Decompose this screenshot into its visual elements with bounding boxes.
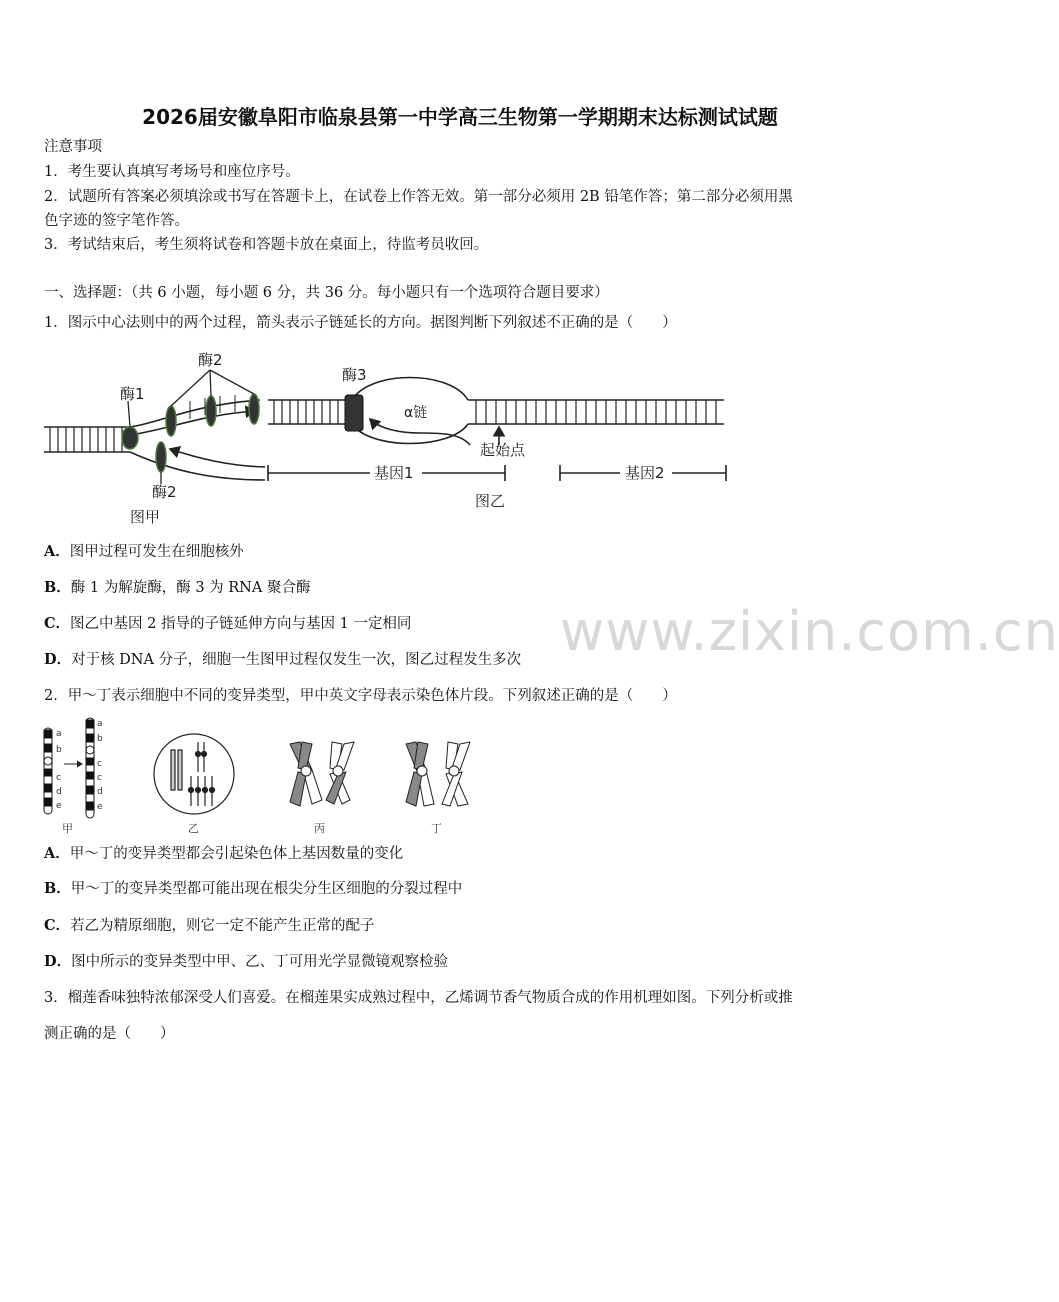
notice-item: 1．考生要认真填写考场号和座位序号。	[44, 164, 300, 180]
question-1-stem: 1．图示中心法则中的两个过程，箭头表示子链延长的方向。据图判断下列叙述不正确的是（ ）	[44, 315, 677, 331]
cell-b	[154, 734, 234, 814]
notice-item: 色字迹的签字笔作答。	[44, 213, 189, 229]
alpha-chain-label: α链	[404, 405, 428, 421]
notice-heading: 注意事项	[44, 139, 102, 155]
dna-duplex-right	[268, 378, 724, 446]
gene-1-label: 基因1	[374, 464, 414, 482]
enzyme-2-label: 酶2	[198, 351, 223, 369]
option-c	[44, 614, 411, 634]
option-label: D．	[44, 651, 72, 668]
option-d	[44, 650, 521, 670]
chromosome-pair-c	[290, 742, 354, 806]
segment-letter: c	[56, 773, 61, 783]
segment-letter: a	[56, 729, 62, 739]
figure-label-ding: 丁	[431, 822, 442, 835]
option-text: 图乙中基因 2 指导的子链延伸方向与基因 1 一定相同	[70, 616, 412, 632]
enzyme-1-shape	[122, 427, 138, 449]
chromosome-a-left	[44, 728, 52, 814]
option-text: 图中所示的变异类型中甲、乙、丁可用光学显微镜观察检验	[71, 954, 449, 970]
option-b	[44, 879, 462, 899]
segment-letter: c	[97, 759, 102, 769]
option-text: 若乙为精原细胞，则它一定不能产生正常的配子	[70, 918, 375, 934]
option-label: A．	[44, 845, 70, 862]
q2-figure	[38, 714, 488, 838]
question-3-stem: 3．榴莲香味独特浓郁深受人们喜爱。在榴莲果实成熟过程中，乙烯调节香气物质合成的作用机理如图。下列分析或推	[44, 990, 793, 1006]
segment-letter: e	[56, 801, 62, 811]
option-label: B．	[44, 579, 71, 596]
option-a	[44, 844, 403, 864]
option-text: 酶 1 为解旋酶，酶 3 为 RNA 聚合酶	[70, 580, 311, 596]
option-label: B．	[44, 880, 71, 897]
chromosome-a-right	[86, 718, 94, 818]
option-label: C．	[44, 917, 71, 934]
watermark: www.zixin.com.cn	[560, 600, 1059, 663]
enzyme-3-shape	[345, 395, 363, 431]
figure-label-jia: 甲	[62, 822, 73, 835]
segment-letter: b	[97, 734, 103, 744]
enzyme-2-shape	[206, 396, 216, 426]
enzyme-2-shape	[166, 406, 176, 436]
question-3-stem-cont: 测正确的是（ ）	[44, 1026, 175, 1042]
dna-duplex-left	[44, 395, 265, 480]
enzyme-1-label: 酶1	[120, 385, 145, 403]
enzyme-2-shape	[249, 394, 259, 424]
option-text: 甲～丁的变异类型都可能出现在根尖分生区细胞的分裂过程中	[70, 881, 463, 897]
segment-letter: b	[56, 745, 62, 755]
gene-2-label: 基因2	[625, 464, 665, 482]
option-text: 甲～丁的变异类型都会引起染色体上基因数量的变化	[69, 846, 404, 862]
q1-figure	[40, 345, 740, 530]
figure-label-bing: 丙	[314, 822, 325, 835]
section-heading: 一、选择题：（共 6 小题，每小题 6 分，共 36 分。每小题只有一个选项符合题目要求）	[44, 285, 609, 301]
notice-item: 3．考试结束后，考生须将试卷和答题卡放在桌面上，待监考员收回。	[44, 237, 489, 253]
page-title: 2026届安徽阜阳市临泉县第一中学高三生物第一学期期末达标测试试题	[142, 105, 778, 129]
segment-letter: e	[97, 802, 103, 812]
enzyme-2-shape	[156, 442, 166, 472]
notice-item: 2．试题所有答案必须填涂或书写在答题卡上，在试卷上作答无效。第一部分必须用 2B 铅笔作答；第二部分必须用黑	[44, 189, 793, 205]
chromosome-pair-d	[406, 742, 470, 806]
figure-label-yi: 乙	[188, 822, 199, 835]
figure-a-label: 图甲	[130, 508, 161, 526]
option-b	[44, 578, 310, 598]
segment-letter: a	[97, 719, 103, 729]
question-2-stem: 2．甲～丁表示细胞中不同的变异类型，甲中英文字母表示染色体片段。下列叙述正确的是（ ）	[44, 688, 677, 704]
option-label: A．	[44, 543, 70, 560]
segment-letter: d	[97, 787, 103, 797]
option-a	[44, 542, 244, 562]
enzyme-2-label: 酶2	[152, 483, 177, 501]
option-c	[44, 916, 375, 936]
option-label: C．	[44, 615, 71, 632]
option-text: 图甲过程可发生在细胞核外	[69, 544, 244, 560]
segment-letter: c	[97, 773, 102, 783]
figure-b-label: 图乙	[475, 492, 506, 510]
start-point-label: 起始点	[480, 441, 526, 459]
enzyme-3-label: 酶3	[342, 366, 367, 384]
option-label: D．	[44, 953, 72, 970]
segment-letter: d	[56, 787, 62, 797]
option-d	[44, 952, 448, 972]
option-text: 对于核 DNA 分子，细胞一生图甲过程仅发生一次，图乙过程发生多次	[71, 652, 522, 668]
